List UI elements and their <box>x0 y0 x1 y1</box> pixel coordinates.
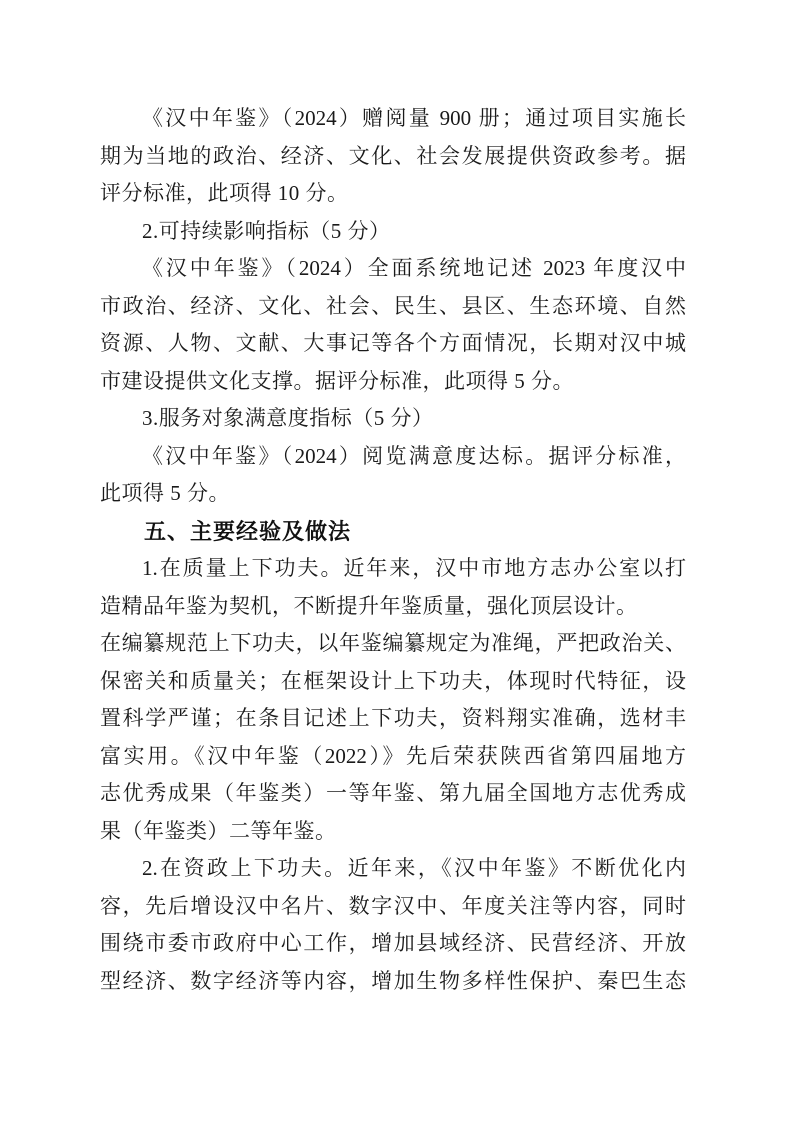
text-line: 容，先后增设汉中名片、数字汉中、年度关注等内容，同时 <box>100 893 686 918</box>
text-line: 2.在资政上下功夫。近年来，《汉中年鉴》不断优化内 <box>142 856 686 880</box>
text-line: 志优秀成果（年鉴类）一等年鉴、第九届全国地方志优秀成 <box>100 781 686 805</box>
text-line: 此项得 5 分。 <box>100 481 230 505</box>
body-paragraph <box>100 550 686 850</box>
text-line: 置科学严谨；在条目记述上下功夫，资料翔实准确，选材丰 <box>100 706 686 730</box>
document-content <box>100 100 686 1000</box>
body-paragraph <box>100 213 686 251</box>
text-line: 保密关和质量关；在框架设计上下功夫，体现时代特征，设 <box>100 668 686 693</box>
body-paragraph <box>100 100 686 213</box>
text-line: 果（年鉴类）二等年鉴。 <box>100 818 337 843</box>
text-line: 1.在质量上下功夫。近年来，汉中市地方志办公室以打 <box>142 556 686 580</box>
section-paragraph <box>100 513 686 551</box>
text-line: 《汉中年鉴》（2024）赠阅量 900 册；通过项目实施长 <box>142 106 686 130</box>
body-paragraph <box>100 250 686 400</box>
text-line: 期为当地的政治、经济、文化、社会发展提供资政参考。据 <box>100 143 686 168</box>
text-line: 造精品年鉴为契机，不断提升年鉴质量，强化顶层设计。 <box>100 593 638 618</box>
text-line: 市政治、经济、文化、社会、民生、县区、生态环境、自然 <box>100 293 686 318</box>
body-paragraph <box>100 400 686 438</box>
text-line: 《汉中年鉴》（2024）全面系统地记述 2023 年度汉中 <box>142 256 686 280</box>
text-line: 型经济、数字经济等内容，增加生物多样性保护、秦巴生态 <box>100 968 686 993</box>
text-line: 富实用。《汉中年鉴（2022）》先后荣获陕西省第四届地方 <box>100 743 686 768</box>
text-line: 评分标准，此项得 10 分。 <box>100 181 349 205</box>
text-line: 2.可持续影响指标（5 分） <box>142 218 391 243</box>
text-line: 在编纂规范上下功夫，以年鉴编纂规定为准绳，严把政治关、 <box>100 631 686 655</box>
text-line: 资源、人物、文献、大事记等各个方面情况，长期对汉中城 <box>100 331 686 355</box>
text-line: 市建设提供文化支撑。据评分标准，此项得 5 分。 <box>100 368 574 393</box>
body-paragraph <box>100 850 686 1000</box>
text-line: 围绕市委市政府中心工作，增加县域经济、民营经济、开放 <box>100 931 686 955</box>
text-line: 3.服务对象满意度指标（5 分） <box>142 406 434 430</box>
text-line: 《汉中年鉴》（2024）阅览满意度达标。据评分标准， <box>142 443 686 468</box>
section-heading: 五、主要经验及做法 <box>144 518 352 544</box>
body-paragraph <box>100 438 686 513</box>
